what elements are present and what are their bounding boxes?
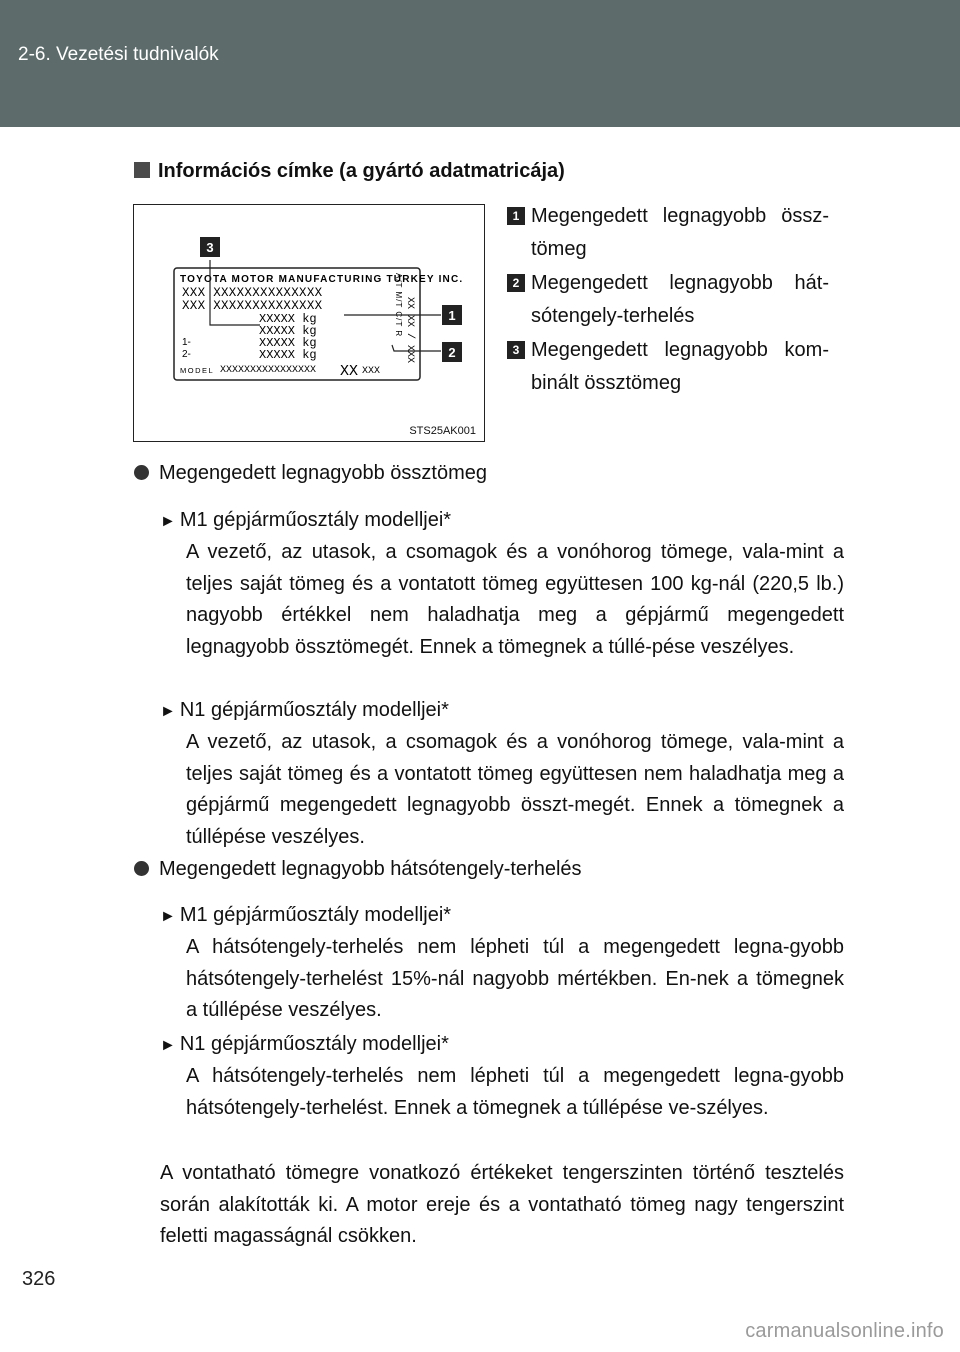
- triangle-pointer-icon: ►: [160, 703, 176, 720]
- label-model-caption: MODEL: [180, 366, 215, 375]
- legend-item: [507, 267, 829, 333]
- legend-text-3: Megengedett legnagyobb kom-binált össztömeg: [531, 339, 829, 394]
- callout-3: 3: [206, 240, 214, 255]
- section-heading: [134, 160, 565, 183]
- label-kg-1: XXXXX kg: [259, 312, 317, 326]
- leader-line-2: [392, 345, 441, 351]
- legend-item: [507, 334, 829, 400]
- sub-title: N1 gépjárműosztály modelljei*: [179, 1033, 449, 1055]
- figure-code: STS25AK001: [409, 425, 476, 437]
- label-model-code-2: XXX: [362, 366, 381, 377]
- legend-text-2: Megengedett legnagyobb hát-sótengely-terhelés: [531, 272, 829, 327]
- page-number: 326: [22, 1268, 56, 1290]
- label-side-values: XX XX / XXX: [404, 297, 415, 364]
- paragraph-m1-axle: A hátsótengely-terhelés nem lépheti túl a megengedett legna-gyobb hátsótengely-terhelést 15%-nál nagyobb mértékben. En-nek a tömegnek a túllépése veszélyes.: [186, 936, 844, 1021]
- bullet-gross-weight: [134, 462, 487, 485]
- label-model-value: XXXXXXXXXXXXXXXX: [220, 365, 317, 376]
- triangle-pointer-icon: ►: [160, 513, 176, 530]
- label-company: TOYOTA MOTOR MANUFACTURING TURKEY INC.: [180, 274, 464, 285]
- bullet-rear-axle: [134, 858, 582, 881]
- circle-bullet-icon: [134, 465, 149, 480]
- label-kg-2: XXXXX kg: [259, 324, 317, 338]
- legend-number-3: 3: [507, 341, 525, 359]
- callout-1: 1: [448, 308, 456, 323]
- label-diagram: [134, 205, 486, 443]
- label-figure: [133, 204, 485, 442]
- paragraph-m1-gross: A vezető, az utasok, a csomagok és a vonóhorog tömege, vala-mint a teljes saját tömeg és a vontatott tömeg együttesen 100 kg-nál (220,5 lb.) nagyobb értékkel nem haladhatja meg a gépjármű megengedett legnagyobb össztömegét. Ennek a tömegnek a túllé-pése veszélyes.: [186, 541, 844, 658]
- heading-text: Információs címke (a gyártó adatmatricája): [158, 160, 565, 182]
- legend-item: [507, 200, 829, 266]
- section-title: 2-6. Vezetési tudnivalók: [18, 44, 219, 65]
- legend-text-1: Megengedett legnagyobb össz-tömeg: [531, 205, 829, 260]
- label-row-1: XXX XXXXXXXXXXXXXX: [182, 286, 323, 300]
- label-axle-2: 2-: [182, 349, 191, 360]
- sub-title: M1 gépjárműosztály modelljei*: [179, 904, 452, 926]
- towing-note-paragraph: A vontatható tömegre vonatkozó értékeket tengerszinten történő tesztelés során alakították ki. A motor ereje és a vontatható tömeg nagy tengerszint feletti magasságnál csökken.: [160, 1162, 844, 1247]
- label-side-caption: A/T M/T C/T R: [394, 273, 403, 338]
- triangle-pointer-icon: ►: [160, 1037, 176, 1054]
- label-kg-4: XXXXX kg: [259, 348, 317, 362]
- triangle-pointer-icon: ►: [160, 908, 176, 925]
- sub-heading-n1: [160, 1033, 449, 1056]
- legend-number-1: 1: [507, 207, 525, 225]
- sub-title: N1 gépjárműosztály modelljei*: [179, 699, 449, 721]
- label-kg-3: XXXXX kg: [259, 336, 317, 350]
- circle-bullet-icon: [134, 861, 149, 876]
- paragraph-n1-gross: A vezető, az utasok, a csomagok és a vonóhorog tömege, vala-mint a teljes saját tömeg és a vontatott tömeg együttesen nem haladhatja meg a gépjármű megengedett legnagyobb összt-megét. Ennek a tömegnek a túllépése veszélyes.: [186, 731, 844, 848]
- bullet-title: Megengedett legnagyobb hátsótengely-terhelés: [159, 858, 582, 880]
- page-header: [0, 0, 960, 127]
- sub-heading-n1: [160, 699, 449, 722]
- legend-number-2: 2: [507, 274, 525, 292]
- watermark: carmanualsonline.info: [745, 1320, 944, 1342]
- sub-title: M1 gépjárműosztály modelljei*: [179, 509, 452, 531]
- label-row-2: XXX XXXXXXXXXXXXXX: [182, 299, 323, 313]
- paragraph-n1-axle: A hátsótengely-terhelés nem lépheti túl a megengedett legna-gyobb hátsótengely-terhelést. Ennek a tömegnek a túllépése ve-szélyes.: [186, 1065, 844, 1119]
- figure-legend: [507, 200, 829, 401]
- label-model-code-1: XX: [340, 363, 359, 380]
- sub-heading-m1: [160, 904, 451, 927]
- square-bullet-icon: [134, 162, 150, 178]
- sub-heading-m1: [160, 509, 451, 532]
- callout-2: 2: [448, 345, 456, 360]
- bullet-title: Megengedett legnagyobb össztömeg: [159, 462, 488, 484]
- label-axle-1: 1-: [182, 337, 191, 348]
